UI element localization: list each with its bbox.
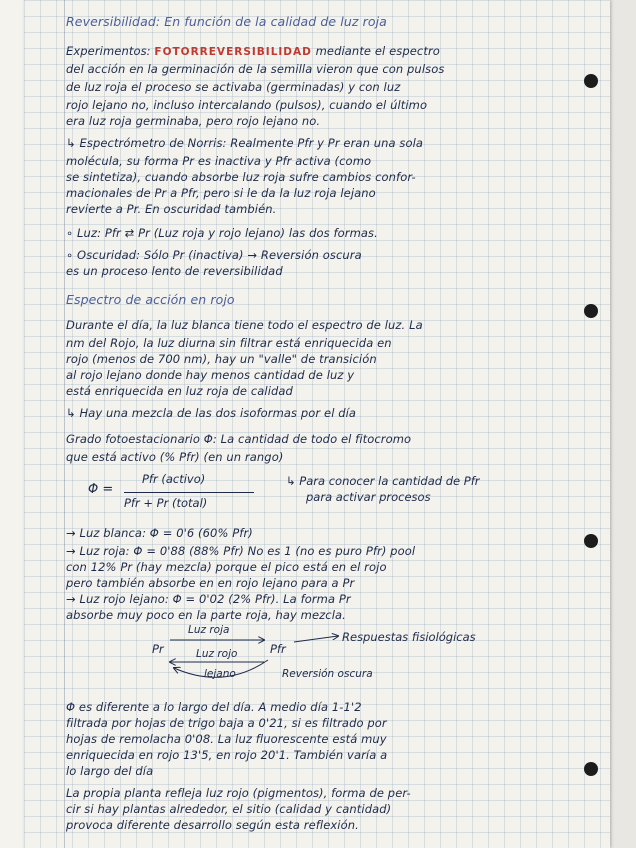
note-line: → Luz rojo lejano: Φ = 0'02 (2% Pfr). La forma Pr [66, 592, 351, 606]
diagram-pfr: Pfr [270, 642, 286, 656]
note-line: molécula, su forma Pr es inactiva y Pfr activa (como [66, 154, 372, 168]
formula-note: para activar procesos [306, 490, 431, 504]
note-line: enriquecida en rojo 13'5, en rojo 20'1. También varía a [66, 748, 388, 762]
note-line: macionales de Pr a Pfr, pero si le da la luz roja lejano [66, 186, 376, 200]
note-line: → Luz blanca: Φ = 0'6 (60% Pfr) [66, 526, 253, 540]
note-line: del acción en la germinación de la semilla vieron que con pulsos [66, 62, 445, 76]
note-line: absorbe muy poco en la parte roja, hay mezcla. [66, 608, 346, 622]
note-line: La propia planta refleja luz rojo (pigmentos), forma de per- [66, 786, 411, 800]
note-line-text: Experimentos: [66, 44, 155, 58]
note-line: lo largo del día [66, 764, 154, 778]
note-line: era luz roja germinaba, pero rojo lejano no. [66, 114, 321, 128]
note-line: pero también absorbe en en rojo lejano para a Pr [66, 576, 355, 590]
formula-note: ↳ Para conocer la cantidad de Pfr [286, 474, 480, 488]
note-line: rojo (menos de 700 nm), hay un "valle" de transición [66, 352, 377, 366]
note-line: que está activo (% Pfr) (en un rango) [66, 450, 284, 464]
note-line: Φ es diferente a lo largo del día. A medio día 1-1'2 [66, 700, 362, 714]
notebook-page [24, 0, 610, 848]
formula-numerator: Pfr (activo) [142, 472, 206, 486]
note-line: hojas de remolacha 0'08. La luz fluorescente está muy [66, 732, 387, 746]
background-edge [610, 0, 636, 848]
note-line: → Luz roja: Φ = 0'88 (88% Pfr) No es 1 (no es puro Pfr) pool [66, 544, 416, 558]
note-line: filtrada por hojas de trigo baja a 0'21, si es filtrado por [66, 716, 387, 730]
note-line: rojo lejano no, incluso intercalando (pulsos), cuando el último [66, 98, 428, 112]
note-line: ∘ Luz: Pfr ⇄ Pr (Luz roja y rojo lejano) las dos formas. [66, 226, 378, 240]
diagram-luz-roja: Luz roja [188, 624, 230, 636]
note-line: está enriquecida en luz roja de calidad [66, 384, 293, 398]
note-line: Durante el día, la luz blanca tiene todo el espectro de luz. La [66, 318, 423, 332]
note-line: ↳ Hay una mezcla de las dos isoformas por el día [66, 406, 357, 420]
note-line: ↳ Espectrómetro de Norris: Realmente Pfr y Pr eran una sola [66, 136, 424, 150]
arrow-dark-reversion [174, 660, 268, 677]
note-line: es un proceso lento de reversibilidad [66, 264, 283, 278]
note-line: Grado fotoestacionario Φ: La cantidad de todo el fitocromo [66, 432, 412, 446]
note-line: nm del Rojo, la luz diurna sin filtrar está enriquecida en [66, 336, 392, 350]
note-line: se sintetiza), cuando absorbe luz roja sufre cambios confor- [66, 170, 416, 184]
formula-phi: Φ = [88, 482, 114, 497]
note-line-text: mediante el espectro [311, 44, 440, 58]
note-line: provoca diferente desarrollo según esta reflexión. [66, 818, 359, 832]
formula-denominator: Pfr + Pr (total) [124, 496, 208, 510]
note-line: ∘ Oscuridad: Sólo Pr (inactiva) → Reversión oscura [66, 248, 362, 262]
note-line: revierte a Pr. En oscuridad también. [66, 202, 277, 216]
note-line: con 12% Pr (hay mezcla) porque el pico está en el rojo [66, 560, 387, 574]
diagram-lejano: lejano [204, 668, 236, 680]
page-title: Reversibilidad: En función de la calidad de luz roja [66, 14, 387, 29]
diagram-luz-rojo: Luz rojo [196, 648, 238, 660]
note-line: de luz roja el proceso se activaba (germinadas) y con luz [66, 80, 401, 94]
note-line: al rojo lejano donde hay menos cantidad de luz y [66, 368, 355, 382]
note-line: cir si hay plantas alrededor, el sitio (calidad y cantidad) [66, 802, 392, 816]
diagram-pr: Pr [152, 642, 164, 656]
section-heading: Espectro de acción en rojo [66, 292, 235, 307]
diagram-reversion: Reversión oscura [282, 668, 373, 680]
arrow-responses [294, 636, 338, 642]
diagram-respuestas: Respuestas fisiológicas [342, 630, 476, 644]
highlight-term: FOTORREVERSIBILIDAD [154, 46, 312, 58]
